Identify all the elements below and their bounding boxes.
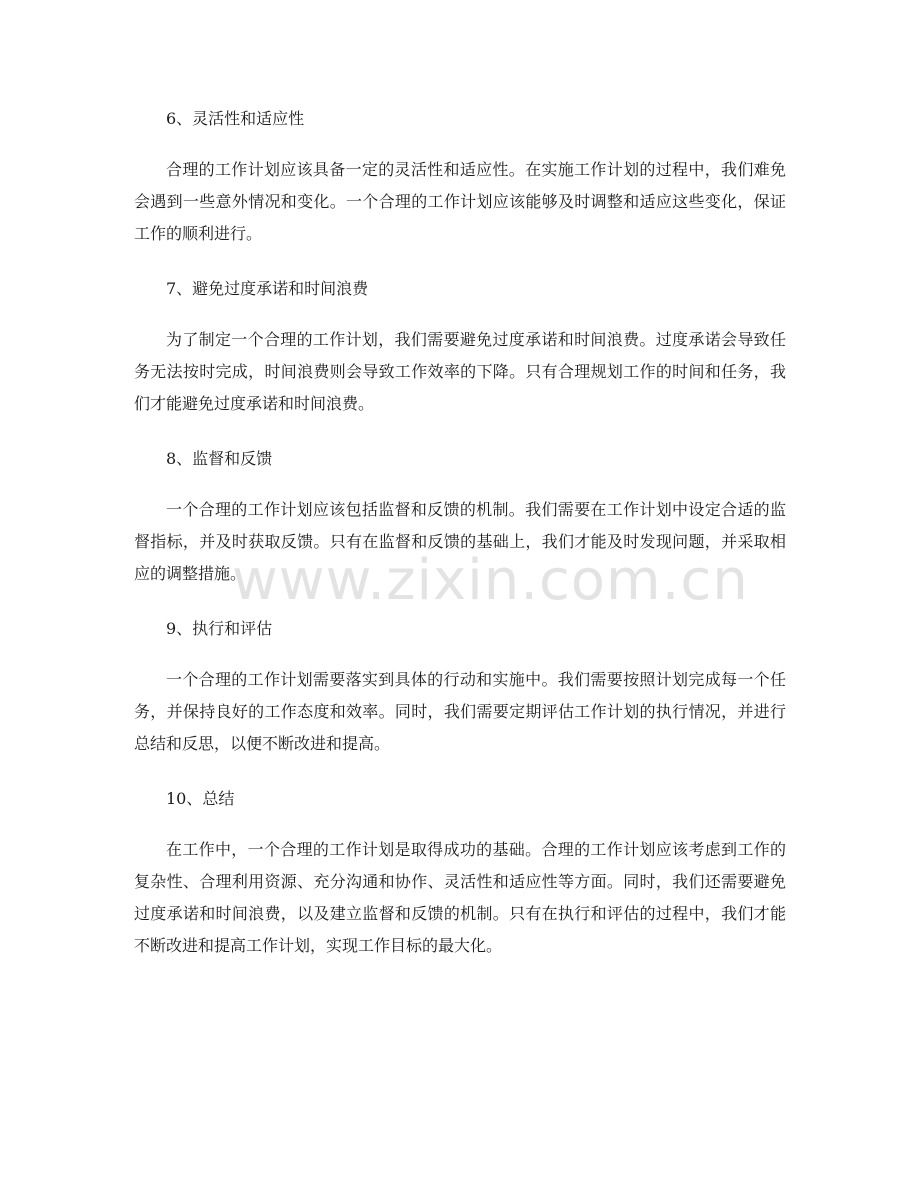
section-8 [134,444,786,590]
section-paragraph: 合理的工作计划应该具备一定的灵活性和适应性。在实施工作计划的过程中，我们难免会遇到一些意外情况和变化。一个合理的工作计划应该能够及时调整和适应这些变化，保证工作的顺利进行。 [134,160,786,243]
section-paragraph: 在工作中，一个合理的工作计划是取得成功的基础。合理的工作计划应该考虑到工作的复杂性、合理利用资源、充分沟通和协作、灵活性和适应性等方面。同时，我们还需要避免过度承诺和时间浪费，以及建立监督和反馈的机制。只有在执行和评估的过程中，我们才能不断改进和提高工作计划，实现工作目标的最大化。 [134,840,786,955]
section-9 [134,614,786,760]
section-paragraph: 一个合理的工作计划应该包括监督和反馈的机制。我们需要在工作计划中设定合适的监督指标，并及时获取反馈。只有在监督和反馈的基础上，我们才能及时发现问题，并采取相应的调整措施。 [134,500,786,583]
section-paragraph: 一个合理的工作计划需要落实到具体的行动和实施中。我们需要按照计划完成每一个任务，并保持良好的工作态度和效率。同时，我们需要定期评估工作计划的执行情况，并进行总结和反思，以便不断改进和提高。 [134,670,786,753]
section-10 [134,784,786,962]
section-7 [134,274,786,420]
section-heading: 7、避免过度承诺和时间浪费 [166,279,369,298]
section-6 [134,104,786,250]
document-body [134,104,786,986]
section-paragraph: 为了制定一个合理的工作计划，我们需要避免过度承诺和时间浪费。过度承诺会导致任务无法按时完成，时间浪费则会导致工作效率的下降。只有合理规划工作的时间和任务，我们才能避免过度承诺和时间浪费。 [134,330,786,413]
section-heading: 9、执行和评估 [166,619,273,638]
section-heading: 10、总结 [166,789,235,808]
section-heading: 6、灵活性和适应性 [166,109,305,128]
watermark-text: www.zixin.com.cn [232,548,749,613]
section-heading: 8、监督和反馈 [166,449,273,468]
